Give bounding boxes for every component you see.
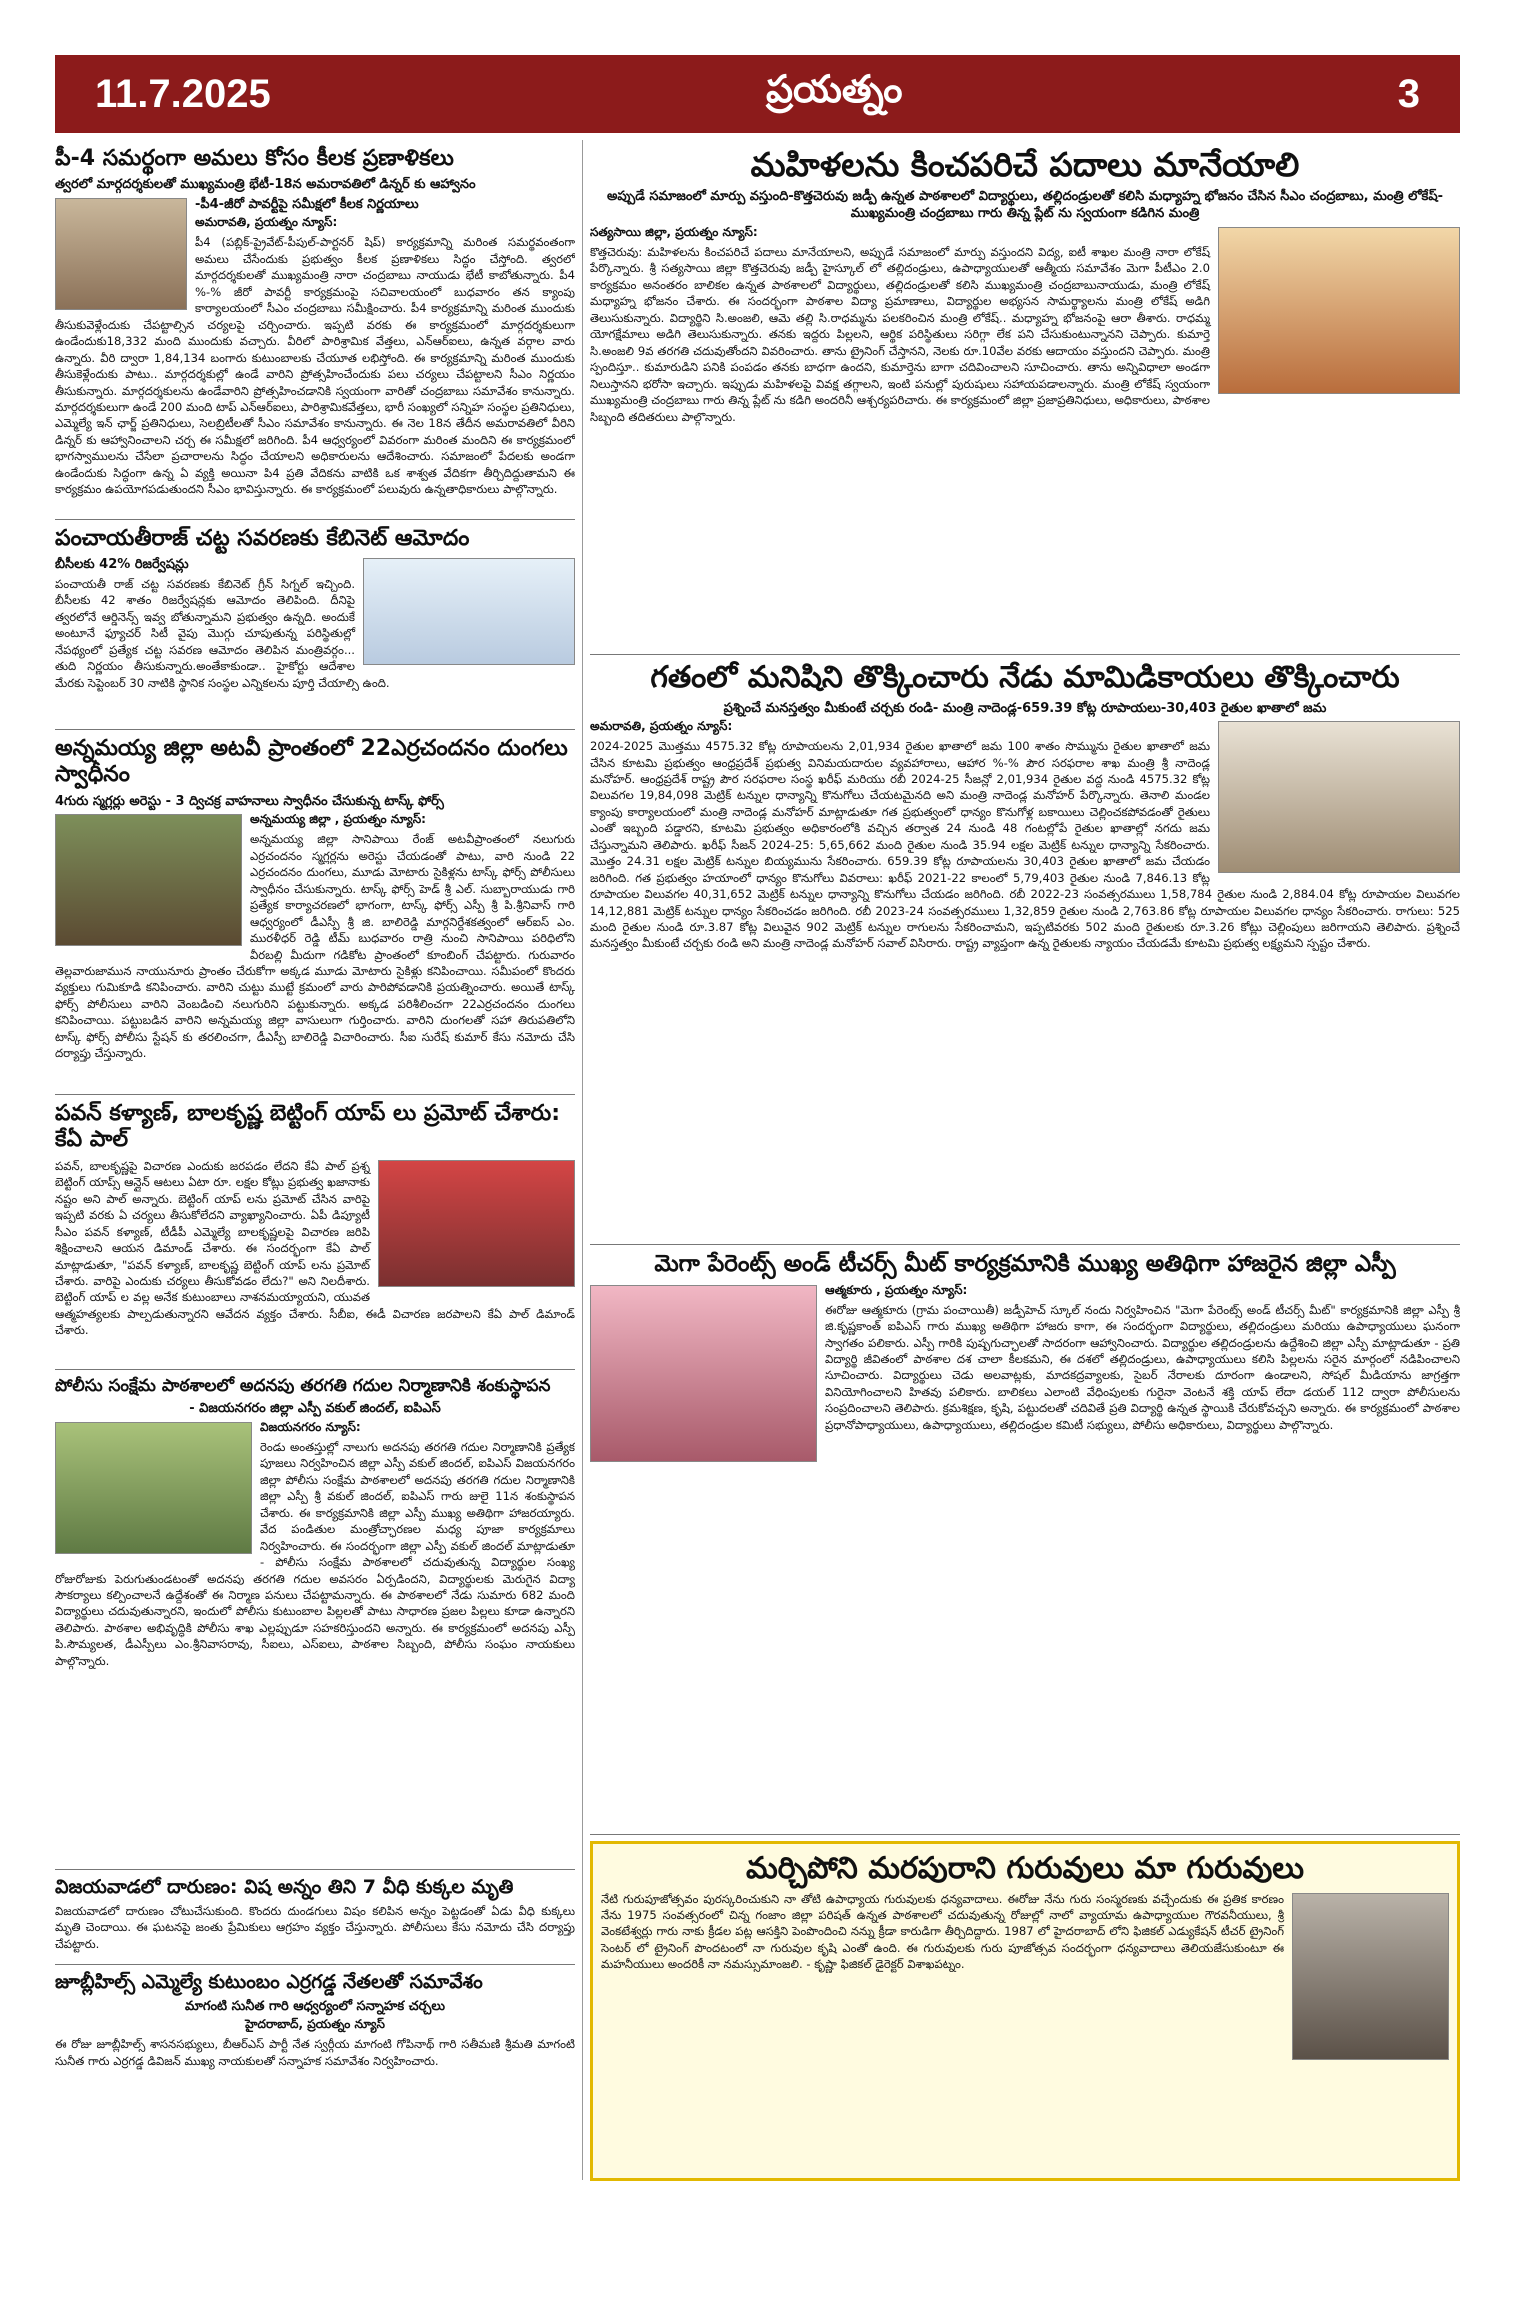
headline: పీ-4 సమర్థంగా అమలు కోసం కీలక ప్రణాళికలు xyxy=(55,146,454,171)
headline: పోలీసు సంక్షేమ పాఠశాలలో అదనపు తరగతి గదుల నిర్మాణానికి శంకుస్థాపన xyxy=(55,1376,551,1396)
dateline: హైదరాబాద్, ప్రయత్నం న్యూస్ xyxy=(245,2017,385,2032)
headline: మర్చిపోని మరపురాని గురువులు మా గురువులు xyxy=(746,1851,1304,1886)
photo-meeting-icon xyxy=(363,558,575,665)
photo-speaker-icon xyxy=(378,1160,575,1287)
dateline: ఆత్మకూరు , ప్రయత్నం న్యూస్: xyxy=(825,1282,968,1297)
subheadline: త్వరలో మార్గదర్శకులతో ముఖ్యమంత్రి భేటీ-18న అమరావతిలో డిన్నర్ కు ఆహ్వానం xyxy=(55,177,476,193)
subheadline: మాగంటి సునీత గారి ఆధ్వర్యంలో సన్నాహక చర్చలు xyxy=(184,1998,446,2014)
subheadline: -పీ4-జీరో పావర్టీపై సమీక్షలో కీలక నిర్ణయాలు xyxy=(195,196,419,212)
headline: పవన్ కళ్యాణ్, బాలకృష్ణ బెట్టింగ్ యాప్ లు ప్రమోట్ చేశారు: కేఏ పాల్ xyxy=(55,1101,561,1153)
photo-lunch-event-icon xyxy=(1218,227,1460,394)
headline: అన్నమయ్య జిల్లా అటవీ ప్రాంతంలో 22ఎర్రచందనం దుంగలు స్వాధీనం xyxy=(55,736,568,788)
article-panchayat xyxy=(55,520,575,730)
article-ka-paul xyxy=(55,1095,575,1370)
article-police-school xyxy=(55,1370,575,1870)
subheadline: ప్రశ్నించే మనస్తత్వం మీకుంటే చర్చకు రండి- మంత్రి నాదెండ్ల-659.39 కోట్ల రూపాయలు-30,403 రైతుల ఖాతాలో జమ xyxy=(723,700,1327,716)
article-body: నేటి గురుపూజోత్సవం పురస్కరించుకుని నా తోటి ఉపాధ్యాయ గురువులకు ధన్యవాదాలు. ఈరోజు నేను గురు సంస్మరణకు వచ్చేందుకు ఈ ప్రతిక కారణం నేను 1975 సంవత్సరంలో చిన్న గంజాం జిల్లా పరిషత్ ఉన్నత పాఠశాలలో చదువుతున్న రోజుల్లో నాలో వ్యాయామ ఉపాధ్యాయుల గౌరవనీయులు, శ్రీ వెంకటేశ్వర్లు గారు నాకు క్రీడల పట్ల ఆసక్తిని పెంపొందించి నన్ను క్రీడా కారుడిగా తీర్చిదిద్దారు. 1987 లో హైదరాబాద్ లోని ఫిజికల్ ఎడ్యుకేషన్ టీచర్ ట్రైనింగ్ సెంటర్ లో ట్రైనింగ్ పొందటంలో నా గురువుల కృషి ఎంతో ఉంది. ఈ గురువులకు గురు పూజోత్సవ సందర్భంగా ధన్యవాదాలు తెలియజేసుకుంటూ ఈ మహనీయులు అందరికీ నా నమస్సుమాంజలి. - కృష్ణా ఫిజికల్ డైరెక్టర్ విశాఖపట్నం. xyxy=(601,1891,1284,1972)
newspaper-title: ప్రయత్నం xyxy=(766,67,903,111)
dateline: అన్నమయ్య జిల్లా , ప్రయత్నం న్యూస్: xyxy=(250,812,426,827)
headline: మెగా పేరెంట్స్ అండ్ టీచర్స్ మీట్ కార్యక్రమానికి ముఖ్య అతిథిగా హాజరైన జిల్లా ఎస్పీ xyxy=(654,1251,1396,1277)
subheadline: 4గురు స్మగ్లర్లు అరెస్టు - 3 ద్విచక్ర వాహనాలు స్వాధీనం చేసుకున్న టాస్క్ ఫోర్స్ xyxy=(55,793,444,809)
photo-ceremony-icon xyxy=(55,1422,252,1554)
article-body: ఈరోజు ఆత్మకూరు (గ్రామ పంచాయితీ) జడ్పీహెచ్ స్కూల్ నందు నిర్వహించిన "మెగా పేరెంట్స్ అండ్ టీచర్స్ మీట్" కార్యక్రమానికి జిల్లా ఎస్పీ శ్రీ జి.కృష్ణకాంత్ ఐపిఎస్ గారు ముఖ్య అతిథిగా హాజరు కాగా, ఈ సందర్భంగా విద్యార్థులు, తల్లిదండ్రులు మరియు ఉపాధ్యాయులు ఘనంగా స్వాగతం పలికారు. ఎస్పీ గారికి పుష్పగుచ్ఛాలతో సాదరంగా ఆహ్వానించారు. విద్యార్థుల తల్లిదండ్రులను ఉద్దేశించి జిల్లా ఎస్పీ మాట్లాడుతూ - ప్రతి విద్యార్థి జీవితంలో పాఠశాల దశ చాలా కీలకమని, ఈ దశలో తల్లిదండ్రులు, ఉపాధ్యాయులు కలిసి పిల్లలను సరైన మార్గంలో నడిపించాలని సూచించారు. విద్యార్థులు చెడు అలవాట్లకు, మాదకద్రవ్యాలకు, సైబర్ నేరాలకు దూరంగా ఉండాలని, సోషల్ మీడియాను జాగ్రత్తగా వినియోగించాలని హితవు పలికారు. బాలికలు ఎలాంటి వేధింపులకు గురైనా వెంటనే శక్తి యాప్ లేదా డయల్ 112 ద్వారా పోలీసులను సంప్రదించాలని తెలిపారు. క్రమశిక్షణ, కృషి, పట్టుదలతో చదివితే ప్రతి విద్యార్థి ఉన్నత స్థాయికి చేరుకోవచ్చని అన్నారు. ఈ కార్యక్రమంలో పాఠశాల ప్రధానోపాధ్యాయులు, ఉపాధ్యాయులు, తల్లిదండ్రుల కమిటీ సభ్యులు, పోలీసు అధికారులు, విద్యార్థులు పాల్గొన్నారు. xyxy=(825,1302,1460,1432)
masthead xyxy=(55,55,1460,133)
issue-date: 11.7.2025 xyxy=(95,71,271,116)
dateline: అమరావతి, ప్రయత్నం న్యూస్: xyxy=(590,719,733,734)
article-body: ఈ రోజు జూబ్లీహిల్స్ శాసనసభ్యులు, బీఆర్ఎస్ పార్టీ నేత స్వర్గీయ మాగంటి గోపినాథ్ గారి సతీమణి శ్రీమతి మాగంటి సునీత గారు ఎర్రగడ్డ డివిజన్ ముఖ్య నాయకులతో సన్నాహక సమావేశం నిర్వహించారు. xyxy=(55,2037,575,2068)
article-body: కొత్తచెరువు: మహిళలను కించపరిచే పదాలు మానేయాలని, అప్పుడే సమాజంలో మార్పు వస్తుందని విద్య, ఐటీ శాఖల మంత్రి నారా లోకేష్ పేర్కొన్నారు. శ్రీ సత్యసాయి జిల్లా కొత్తచెరువు జడ్పీ హైస్కూల్ లో తల్లిదండ్రులు, ఉపాధ్యాయులతో ఆత్మీయ సమావేశం మెగా పీటీఎం 2.0 కార్యక్రమం అనంతరం బాలికల ఉన్నత పాఠశాలలో విద్యార్థులు, తల్లిదండ్రులతో కలిసి ముఖ్యమంత్రి చంద్రబాబునాయుడు, మంత్రి లోకేష్ మధ్యాహ్న భోజనం చేశారు. ఈ సందర్భంగా పాఠశాల విద్యా ప్రమాణాలు, విద్యార్థుల అభ్యసన సామర్థ్యాలను మంత్రి లోకేష్ అడిగి తెలుసుకున్నారు. విద్యార్థిని సి.అంజలి, ఆమె తల్లి సి.రాధమ్మను పలకరించిన మంత్రి లోకేష్.. మధ్యాహ్న భోజనంపై ఆరా తీశారు. రాధమ్మ యోగక్షేమాలు అడిగి తెలుసుకున్నారు. తనకు ఇద్దరు పిల్లలని, ఆర్థిక పరిస్థితులు సరిగ్గా లేక పని చేసుకుంటున్నానని చెప్పారు. కుమార్తె సి.అంజలి 9వ తరగతి చదువుతోందని వివరించారు. తాను ట్రైనింగ్ చేస్తానని, నెలకు రూ.10వేల వరకు ఆదాయం వస్తుందని చెప్పారు. మంత్రి స్పందిస్తూ.. కుమారుడిని పనికి పంపడం తనకు బాధగా ఉందని, కుమార్తెను బాగా చదివించాలని సూచించారు. తాను అన్నివిధాలా అండగా నిలుస్తానని భరోసా ఇచ్చారు. ఇప్పుడు మహిళలపై వివక్ష తగ్గాలని, ఇంటి పనుల్లో పురుషులు సహాయపడాలన్నారు. మంత్రి లోకేష్ స్వయంగా ముఖ్యమంత్రి చంద్రబాబు గారు తిన్న ప్లేట్ ను కడిగి అందరినీ ఆశ్చర్యపరిచారు. ఈ కార్యక్రమంలో జిల్లా ప్రజాప్రతినిధులు, అధికారులు, పాఠశాల సిబ్బంది తదితరులు పాల్గొన్నారు. xyxy=(590,245,1210,424)
dateline: అమరావతి, ప్రయత్నం న్యూస్: xyxy=(195,215,338,230)
dateline: విజయనగరం న్యూస్: xyxy=(260,1419,361,1434)
article-p4 xyxy=(55,140,575,520)
headline: గతంలో మనిషిని తొక్కించారు నేడు మామిడికాయలు తొక్కించారు xyxy=(650,660,1400,695)
article-body: రెండు అంతస్తుల్లో నాలుగు అదనపు తరగతి గదుల నిర్మాణానికి ప్రత్యేక పూజలు నిర్వహించిన జిల్లా ఎస్పీ వకుల్ జిందల్, ఐపిఎస్ విజయనగరం జిల్లా పోలీసు సంక్షేమ పాఠశాలలో అదనపు తరగతి గదుల నిర్మాణానికి జిల్లా ఎస్పీ శ్రీ వకుల్ జిందల్, ఐపిఎస్ గారు జులై 11న శంకుస్థాపన చేశారు. ఈ కార్యక్రమానికి జిల్లా ఎస్పీ ముఖ్య అతిథిగా హాజరయ్యారు. వేద పండితుల మంత్రోచ్ఛారణల మధ్య పూజా కార్యక్రమాలు నిర్వహించారు. ఈ సందర్భంగా జిల్లా ఎస్పీ వకుల్ జిందల్ మాట్లాడుతూ - పోలీసు సంక్షేమ పాఠశాలలో చదువుతున్న విద్యార్థుల సంఖ్య రోజురోజుకు పెరుగుతుండటంతో అదనపు తరగతి గదుల అవసరం ఏర్పడిందని, విద్యార్థులకు మెరుగైన విద్యా సౌకర్యాలు కల్పించాలనే ఉద్దేశంతో ఈ నిర్మాణ పనులు చేపట్టామన్నారు. ఈ పాఠశాలలో నేడు సుమారు 682 మంది విద్యార్థులు చదువుతున్నారని, ఇందులో పోలీసు కుటుంబాల పిల్లలతో పాటు సాధారణ ప్రజల పిల్లలు కూడా ఉన్నారని తెలిపారు. పాఠశాల అభివృద్ధికి పోలీసు శాఖ ఎల్లప్పుడూ సహకరిస్తుందని అన్నారు. ఈ కార్యక్రమంలో అదనపు ఎస్పీ పి.సౌమ్యలత, డీఎస్పీలు ఎం.శ్రీనివాసరావు, సీఐలు, ఎస్ఐలు, పాఠశాల సిబ్బంది, పోలీసు సంఘం నాయకులు పాల్గొన్నారు. xyxy=(55,1439,575,1668)
page-number: 3 xyxy=(1397,71,1420,116)
left-column xyxy=(55,140,575,2115)
subheadline: బీసీలకు 42% రిజర్వేషన్లు xyxy=(55,557,189,573)
photo-felicitation-icon xyxy=(590,1285,817,1462)
article-body: పీ4 (పబ్లిక్-ప్రైవేట్-పీపుల్-పార్టనర్ షిప్) కార్యక్రమాన్ని మరింత సమర్థవంతంగా అమలు చేసేందుకు ప్రభుత్వం కీలక ప్రణాళికలు సిద్ధం చేస్తోంది. త్వరలో మార్గదర్శకులతో ముఖ్యమంత్రి నారా చంద్రబాబు నాయుడు భేటీ కాబోతున్నారు. పీ4 %-% జీరో పావర్టీ కార్యక్రమంపై సచివాలయంలో బుధవారం తన క్యాంపు కార్యాలయంలో సీఎం చంద్రబాబు సమీక్షించారు. పీ4 కార్యక్రమాన్ని మరింత ముందుకు తీసుకువెళ్లేందుకు చేపట్టాల్సిన చర్యలపై చర్చించారు. ఇప్పటి వరకు ఈ కార్యక్రమంలో మార్గదర్శకులుగా ఉండేందుకు18,332 మంది ముందుకు వచ్చారు. వీరిలో పారిశ్రామిక వేత్తలు, ఎన్ఆర్ఐలు, ఉన్నత వర్గాల వారు ఉన్నారు. వీరి ద్వారా 1,84,134 బంగారు కుటుంబాలకు చేయూత లభిస్తోంది. ఈ కార్యక్రమాన్ని మరింత ముందుకు తీసుకెళ్లేందుకు పాటు.. మార్గదర్శకుల్లో ఉండే వారిని ప్రోత్సహించేందుకు పలు చర్యలు చేపట్టాలని సీఎం నిర్ణయం తీసుకున్నారు. మార్గదర్శకులను ఉండేవారిని ప్రోత్సహించడానికి స్వయంగా వారితో చంద్రబాబు సమావేశం కానున్నారు. మార్గదర్శకులుగా ఉండే 200 మంది టాప్ ఎన్ఆర్ఐలు, పారిశ్రామికవేత్తలు, భారీ సంఖ్యలో సన్నిహ సంస్థల ప్రతినిధులు, ఎమ్మెల్యే ఇన్ ఛార్జ్ ప్రతినిధులు, సెలబ్రిటీలతో సీఎం సమావేశం కానున్నారు. ఈ నెల 18న తేదీన అమరావతిలో వీరిని డిన్నర్ కు ఆహ్వానించాలని చర్చ ఈ సమీక్షలో జరిగింది. పీ4 ఆధ్వర్యంలో వివరంగా మరింత మందిని ఈ కార్యక్రమంలో భాగస్వాములను చేసేలా ప్రచారాలను సిద్ధం చేయాలని అధికారులను ఆదేశించారు. సమాజంలో పేదలకు అండగా ఉండేందుకు సిద్ధంగా ఉన్న ఏ వ్యక్తి అయినా పి4 ప్రతి వేదికను వాటికి ఒక శాశ్వత వేదికగా తీర్చిదిద్దుతామని ఈ కార్యక్రమం ఉపయోగపడుతుందని సీఎం భావిస్తున్నారు. ఈ కార్యక్రమంలో పలువురు ఉన్నతాధికారులు పాల్గొన్నారు. xyxy=(55,235,575,497)
article-women-words xyxy=(590,140,1460,655)
photo-teacher-icon xyxy=(1292,1893,1449,2060)
headline: మహిళలను కించపరిచే పదాలు మానేయాలి xyxy=(750,145,1300,184)
photo-portrait-icon xyxy=(55,198,187,310)
photo-seized-logs-icon xyxy=(55,814,242,946)
article-gurus-box xyxy=(590,1841,1460,2181)
column-divider xyxy=(582,140,583,2180)
headline: జూబ్లీహిల్స్ ఎమ్మెల్యే కుటుంబం ఎర్రగడ్డ నేతలతో సమావేశం xyxy=(55,1971,483,1993)
dateline: సత్యసాయి జిల్లా, ప్రయత్నం న్యూస్: xyxy=(590,225,758,240)
article-body: పవన్, బాలకృష్ణపై విచారణ ఎందుకు జరపడం లేదని కేఏ పాల్ ప్రశ్న బెట్టింగ్ యాప్స్ ఆన్లైన్ ఆటలు ఏటా రూ. లక్షల కోట్లు ప్రభుత్వ ఖజానాకు నష్టం అని పాల్ అన్నారు. బెట్టింగ్ యాప్ లను ప్రమోట్ చేసిన వారిపై ఇప్పటి వరకు ఏ చర్యలు తీసుకోలేదని వ్యాఖ్యానించారు. ఏపీ డిప్యూటీ సీఎం పవన్ కళ్యాణ్, టీడీపీ ఎమ్మెల్యే బాలకృష్ణలపై విచారణ జరిపి శిక్షించాలని ఆయన డిమాండ్ చేశారు. ఈ సందర్భంగా కేఏ పాల్ మాట్లాడుతూ, "పవన్ కళ్యాణ్, బాలకృష్ణ బెట్టింగ్ యాప్ లను ప్రమోట్ చేశారు. వారిపై ఎందుకు చర్యలు తీసుకోవడం లేదు?" అని నిలదీశారు. బెట్టింగ్ యాప్ ల వల్ల అనేక కుటుంబాలు నాశనమయ్యాయని, యువత ఆత్మహత్యలకు పాల్పడుతున్నారని ఆవేదన వ్యక్తం చేశారు. సీబీఐ, ఈడీ విచారణ జరపాలని కేఏ పాల్ డిమాండ్ చేశారు. xyxy=(55,1158,575,1338)
article-dogs xyxy=(55,1870,575,1965)
subheadline: అప్పుడే సమాజంలో మార్పు వస్తుంది-కొత్తచెరువు జడ్పీ ఉన్నత పాఠశాలలో విద్యార్థులు, తల్లిదండ్రులతో కలిసి మధ్యాహ్న భోజనం చేసిన సీఎం చంద్రబాబు, మంత్రి లోకేష్-ముఖ్యమంత్రి చంద్రబాబు గారు తిన్న ప్లేట్ ను స్వయంగా కడిగిన మంత్రి xyxy=(606,188,1444,222)
article-body: అన్నమయ్య జిల్లా సానిపాయి రేంజ్ అటవీప్రాంతంలో నలుగురు ఎర్రచందనం స్మగ్లర్లను అరెస్టు చేయడంతో పాటు, వారి నుండి 22 ఎర్రచందనం దుంగలు, మూడు మోటారు సైకిళ్లను టాస్క్ ఫోర్స్ పోలీసులు స్వాధీనం చేసుకున్నారు. టాస్క్ ఫోర్స్ హెడ్ శ్రీ ఎల్. సుబ్బారాయుడు గారి ప్రత్యేక కార్యాచరణలో భాగంగా, టాస్క్ ఫోర్స్ ఎస్పీ శ్రీ పి.శ్రీనివాస్ గారి ఆధ్వర్యంలో డీఎస్పీ శ్రీ జి. బాలిరెడ్డి మార్గనిర్దేశకత్వంలో ఆర్ఐస్ ఎం. మురళీధర్ రెడ్డి టీమ్ బుధవారం రాత్రి నుంచి సానిపాయి పరిధిలోని వీరబల్లి మీదుగా గడికోట ప్రాంతంలో కూంబింగ్ చేపట్టారు. గురువారం తెల్లవారుజామున నాయునూరు ప్రాంతం చేరుకోగా అక్కడ మూడు మోటారు సైకిళ్లు కనిపించాయి. సమీపంలో కొందరు వ్యక్తులు గుమికూడి కనిపించారు. వారిని చుట్టు ముట్టే క్రమంలో వారు పారిపోవడానికి ప్రయత్నించారు. అయితే టాస్క్ ఫోర్స్ పోలీసులు వారిని వెంబడించి నలుగురిని పట్టుకున్నారు. అక్కడ పరిశీలించగా 22ఎర్రచందనం దుంగలు కనిపించాయి. పట్టుబడిన వారిని అన్నమయ్య జిల్లా వాసులుగా గుర్తించారు. వారిని దుంగలతో సహా తిరుపతిలోని టాస్క్ ఫోర్స్ పోలీసు స్టేషన్ కు తరలించగా, డీఎస్పీ బాలిరెడ్డి విచారించారు. సీఐ సురేష్ కుమార్ కేసు నమోదు చేసి దర్యాప్తు చేస్తున్నారు. xyxy=(55,832,575,1061)
subheadline: - విజయనగరం జిల్లా ఎస్పీ వకుల్ జిందల్, ఐపిఎస్ xyxy=(189,1401,441,1417)
article-body: విజయవాడలో దారుణం చోటుచేసుకుంది. కొందరు దుండగులు విషం కలిపిన అన్నం పెట్టడంతో ఏడు వీధి కుక్కలు మృతి చెందాయి. ఈ ఘటనపై జంతు ప్రేమికులు ఆగ్రహం వ్యక్తం చేస్తున్నారు. పోలీసులు కేసు నమోదు చేసి దర్యాప్తు చేపట్టారు. xyxy=(55,1903,575,1951)
article-mango-farmers xyxy=(590,655,1460,1245)
article-jubilee-hills xyxy=(55,1965,575,2115)
right-column xyxy=(590,140,1460,2181)
headline: విజయవాడలో దారుణం: విష అన్నం తిని 7 వీధి కుక్కల మృతి xyxy=(55,1876,514,1898)
article-red-sanders xyxy=(55,730,575,1095)
article-mega-ptm xyxy=(590,1245,1460,1835)
article-body: 2024-2025 మొత్తము 4575.32 కోట్ల రూపాయలను 2,01,934 రైతుల ఖాతాలో జమ 100 శాతం సొమ్మును రైతుల ఖాతాలో జమ చేసిన కూటమి ప్రభుత్వం ఆంధ్రప్రదేశ్ ప్రభుత్వ వినిమయదారుల వ్యవహారాలు, ఆహార %-% పౌర సరఫరాల శాఖ మంత్రి శ్రీ నాదెండ్ల మనోహర్. ఆంధ్రప్రదేశ్ రాష్ట్ర పౌర సరఫరాల సంస్థ ఖరీఫ్ మరియు రబీ 2024-25 సీజన్లో 2,01,934 రైతుల వద్ద నుండి 4575.32 కోట్ల విలువగల 19,84,098 మెట్రిక్ టన్నుల ధాన్యాన్ని కొనుగోలు చేయటమైనది అని మంత్రి నాదెండ్ల మనోహర్ పేర్కొన్నారు. తెనాలి మండల క్యాంపు కార్యాలయంలో మంత్రి నాదెండ్ల మనోహర్ మాట్లాడుతూ గత ప్రభుత్వంలో ధాన్యం కొనుగోళ్ల బకాయిలు చెల్లించకపోవడంతో రైతులు ఎంతో ఇబ్బంది పడ్డారని, కూటమి ప్రభుత్వం అధికారంలోకి వచ్చిన తర్వాత 24 నుండి 48 గంటల్లోపే రైతుల ఖాతాల్లో నగదు జమ చేస్తున్నామని తెలిపారు. ఖరీఫ్ సీజన్ 2024-25: 5,65,662 మంది రైతుల నుండి 35.94 లక్షల మెట్రిక్ టన్నుల ధాన్యాన్ని సేకరించారు. మొత్తం 24.31 లక్షల మెట్రిక్ టన్నుల బియ్యమును సేకరించారు. 659.39 కోట్ల రూపాయలను 30,403 రైతుల ఖాతాలో జమ చేయడం జరిగింది. గత ప్రభుత్వం హయాంలో ధాన్యం కొనుగోలు వివరాలు: ఖరీఫ్ 2021-22 కాలంలో 5,79,403 రైతుల నుండి 7,846.13 కోట్ల రూపాయల విలువగల 40,31,652 మెట్రిక్ టన్నుల ధాన్యాన్ని కొనుగోలు చేయడం జరిగింది. రబీ 2022-23 సంవత్సరములు 1,58,784 రైతుల నుండి 2,884.04 కోట్ల రూపాయల విలువగల 14,12,881 మెట్రిక్ టన్నుల ధాన్యం సేకరించడం జరిగింది. రబీ 2023-24 సంవత్సరములు 1,32,859 రైతుల నుండి 2,763.86 కోట్ల రూపాయల విలువగల ధాన్యం సేకరించారు. రాగులు: 525 మంది రైతుల నుండి రూ.3.87 కోట్ల విలువైన 902 మెట్రిక్ టన్నుల రాగులను సేకరించామని, ఇప్పటివరకు 502 మంది రైతులకు రూ.3.26 కోట్లు చెల్లింపులు జరిగాయని తెలిపారు. ప్రశ్నించే మనస్తత్వం మీకుంటే చర్చకు రండి అని మంత్రి నాదెండ్ల మనోహర్ సవాల్ విసిరారు. రాష్ట్ర వ్యాప్తంగా ఉన్న రైతులకు న్యాయం చేయడమే కూటమి ప్రభుత్వ లక్ష్యమని స్పష్టం చేశారు. xyxy=(590,739,1460,951)
article-body: పంచాయతీ రాజ్ చట్ట సవరణకు కేబినెట్ గ్రీన్ సిగ్నల్ ఇచ్చింది. బీసీలకు 42 శాతం రిజర్వేషన్లకు ఆమోదం తెలిపింది. దీనిపై త్వరలోనే ఆర్డినెన్స్ ఇవ్వ బోతున్నామని ప్రభుత్వం ఉన్నది. అందుకే అంటూనే ఫ్యూచర్ సిటీ వైపు మొగ్గు చూపుతున్న పరిస్థితుల్లో నేపథ్యంలో ప్రత్యేక చట్ట సవరణ ఆమోదం తెలిపిన మంత్రివర్గం... తుది నిర్ణయం తీసుకున్నారు.అంతేకాకుండా.. హైకోర్టు ఆదేశాల మేరకు సెప్టెంబర్ 30 నాటికి స్థానిక సంస్థల ఎన్నికలను పూర్తి చేయాల్సి ఉంది. xyxy=(55,576,390,690)
photo-minister-office-icon xyxy=(1218,721,1460,873)
headline: పంచాయతీరాజ్ చట్ట సవరణకు కేబినెట్ ఆమోదం xyxy=(55,526,470,551)
